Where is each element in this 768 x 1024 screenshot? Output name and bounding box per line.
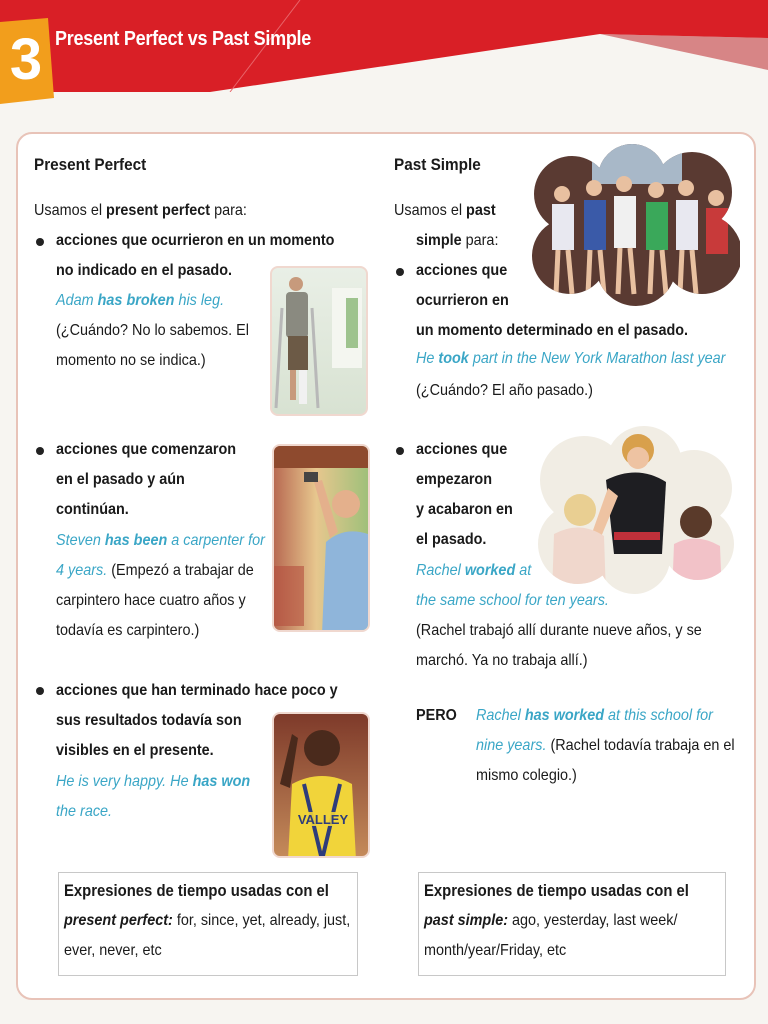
broken-leg-photo <box>270 266 368 416</box>
ps-box-line1: Expresiones de tiempo usadas con el <box>424 882 689 900</box>
ps-use2-line1: acciones que <box>416 441 508 458</box>
ps-use2-example1: Rachel worked at <box>416 562 532 579</box>
pp-box-line1: Expresiones de tiempo usadas con el <box>64 882 329 900</box>
pp-use1-note2: momento no se indica.) <box>56 352 206 369</box>
pp-use2-line3: continúan. <box>56 501 129 518</box>
present-perfect-intro: Usamos el present perfect para: <box>34 202 247 219</box>
pp-use3-example1: He is very happy. He has won <box>56 773 251 790</box>
page-title: Present Perfect vs Past Simple <box>55 28 312 50</box>
pero-label: PERO <box>416 707 457 724</box>
pp-box-line2: present perfect: for, since, yet, already, just, <box>64 912 351 929</box>
pp-use2-note2: carpintero hace cuatro años y <box>56 592 246 609</box>
pp-use2-line2: en el pasado y aún <box>56 471 185 488</box>
ps-use1-example: He took part in the New York Marathon last year <box>416 350 726 367</box>
ps-box-line2: past simple: ago, yesterday, last week/ <box>424 912 678 929</box>
ps-use2-note1: (Rachel trabajó allí durante nueve años, y se <box>416 622 702 639</box>
past-simple-heading: Past Simple <box>394 155 481 174</box>
svg-text:VALLEY: VALLEY <box>297 812 349 827</box>
pp-use1-note1: (¿Cuándo? No lo sabemos. El <box>56 322 249 339</box>
ps-use2-line4: el pasado. <box>416 531 487 548</box>
pp-use3-line3: visibles en el presente. <box>56 742 214 759</box>
pp-use2-line1: acciones que comenzaron <box>56 441 237 458</box>
ps-use2-example2: the same school for ten years. <box>416 592 609 609</box>
pp-use3-example2: the race. <box>56 803 113 820</box>
pp-box-line3: ever, never, etc <box>64 942 162 959</box>
pp-use3-line2: sus resultados todavía son <box>56 712 242 729</box>
carpenter-photo <box>272 444 370 632</box>
bullet <box>36 238 44 246</box>
unit-number: 3 <box>9 27 43 92</box>
ps-use1-line1: acciones que <box>416 262 508 279</box>
ps-use1-line2: ocurrieron en <box>416 292 509 309</box>
teacher-photo <box>534 424 734 596</box>
ps-use1-note: (¿Cuándo? El año pasado.) <box>416 382 593 399</box>
pp-use1-example: Adam has broken his leg. <box>56 292 225 309</box>
marathon-photo <box>532 144 740 306</box>
past-simple-intro-line2: simple para: <box>416 232 499 249</box>
pero-example2: nine years. (Rachel todavía trabaja en el <box>476 737 735 754</box>
present-perfect-heading: Present Perfect <box>34 155 147 174</box>
race-winner-photo <box>272 712 370 858</box>
ps-use2-note2: marchó. Ya no trabaja allí.) <box>416 652 588 669</box>
ps-use1-line3: un momento determinado en el pasado. <box>416 322 689 339</box>
pp-use3-line1: acciones que han terminado hace poco y <box>56 682 338 699</box>
ps-box-line3: month/year/Friday, etc <box>424 942 567 959</box>
pp-use2-example1: Steven has been a carpenter for <box>56 532 265 549</box>
past-simple-intro-line1: Usamos el past <box>394 202 496 219</box>
pp-use2-example2: 4 years. (Empezó a trabajar de <box>56 562 254 579</box>
bullet <box>396 447 404 455</box>
pp-use2-note3: todavía es carpintero.) <box>56 622 200 639</box>
ps-use2-line3: y acabaron en <box>416 501 513 518</box>
bullet <box>36 687 44 695</box>
pp-use1-line2: no indicado en el pasado. <box>56 262 233 279</box>
pp-use1-line1: acciones que ocurrieron en un momento <box>56 232 335 249</box>
pero-example1: Rachel has worked at this school for <box>476 707 713 724</box>
pero-note2: mismo colegio.) <box>476 767 577 784</box>
bullet <box>396 268 404 276</box>
bullet <box>36 447 44 455</box>
ps-use2-line2: empezaron <box>416 471 493 488</box>
